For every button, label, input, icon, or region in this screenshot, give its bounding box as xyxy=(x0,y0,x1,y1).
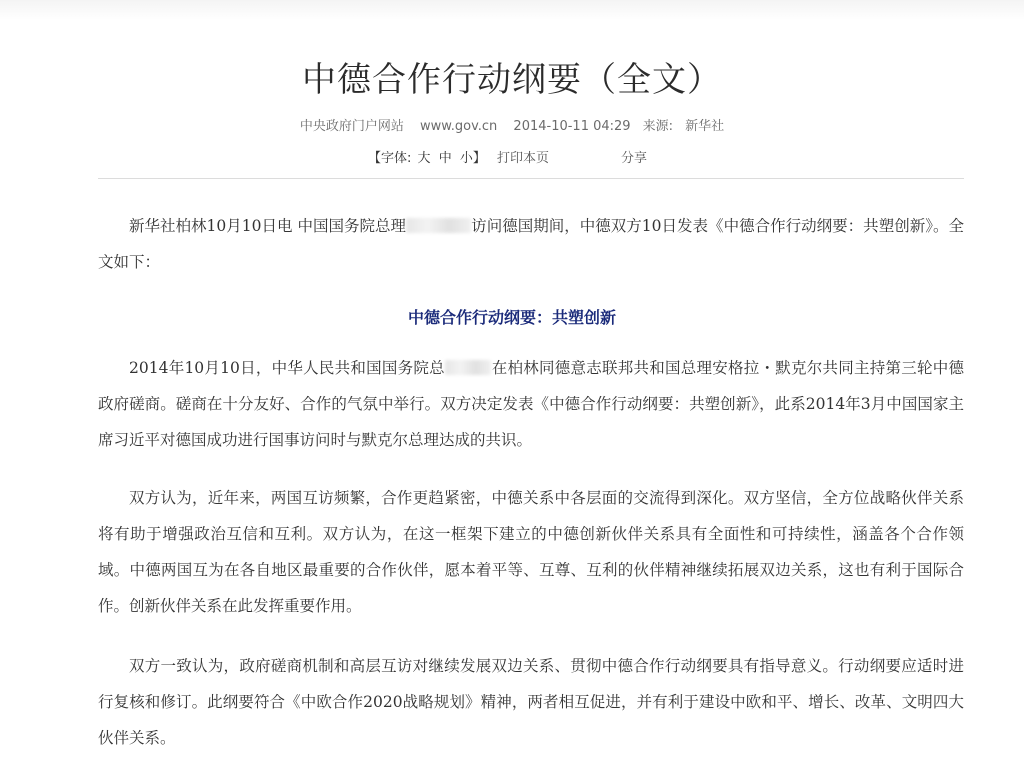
paragraph-4: 双方一致认为，政府磋商机制和高层互访对继续发展双边关系、贯彻中德合作行动纲要具有指导意义。行动纲要应适时进行复核和修订。此纲要符合《中欧合作2020战略规划》精神，两者相互促进，并有利于建设中欧和平、增长、改革、文明四大伙伴关系。 xyxy=(98,657,964,747)
font-size-large-link[interactable]: 大 xyxy=(417,151,431,166)
paragraph-intro xyxy=(98,208,964,280)
font-size-medium-link[interactable]: 中 xyxy=(438,151,452,166)
share-link[interactable]: 分享 xyxy=(621,151,648,166)
page-title: 中德合作行动纲要（全文） xyxy=(302,60,722,100)
paragraph-3: 双方认为，近年来，两国互访频繁，合作更趋紧密，中德关系中各层面的交流得到深化。双方坚信，全方位战略伙伴关系将有助于增强政治互信和互利。双方认为，在这一框架下建立的中德创新伙伴关系具有全面性和可持续性，涵盖各个合作领域。中德两国互为在各自地区最重要的合作伙伴，愿本着平等、互尊、互利的伙伴精神继续拓展双边关系，这也有利于国际合作。创新伙伴关系在此发挥重要作用。 xyxy=(98,489,964,615)
publish-date: 2014-10-11 04:29 xyxy=(513,119,631,134)
source-value: 新华社 xyxy=(685,119,725,134)
print-page-link[interactable]: 打印本页 xyxy=(497,151,550,166)
header-divider xyxy=(98,178,964,179)
paragraph-intro-text-b: 访问德国期间，中德双方10日发表《中德合作行动纲要：共塑创新》。全文如下： xyxy=(98,217,964,271)
site-name: 中央政府门户网站 xyxy=(299,119,404,134)
site-url: www.gov.cn xyxy=(420,119,498,134)
font-size-small-link[interactable]: 小】 xyxy=(459,151,486,166)
top-strip xyxy=(0,0,1024,20)
redaction-blur xyxy=(406,218,471,234)
paragraph-intro-text-a: 新华社柏林10月10日电 中国国务院总理 xyxy=(129,217,407,235)
paragraph-2-text-a: 2014年10月10日，中华人民共和国国务院总 xyxy=(129,359,445,377)
paragraph-2-text-b: 在柏林同德意志联邦共和国总理安格拉・默克尔共同主持第三轮中德政府磋商。磋商在十分友好、合作的气氛中举行。双方决定发表《中德合作行动纲要：共塑创新》，此系2014年3月中国国家主席习近平对德国成功进行国事访问时与默克尔总理达成的共识。 xyxy=(98,359,964,449)
paragraph-2 xyxy=(98,350,964,458)
font-size-control xyxy=(368,148,488,170)
article-meta xyxy=(0,116,1024,138)
source-label: 来源: xyxy=(642,119,673,134)
redaction-blur xyxy=(445,360,492,376)
font-size-label: 【字体: xyxy=(368,151,412,166)
article-subtitle: 中德合作行动纲要：共塑创新 xyxy=(407,308,616,327)
